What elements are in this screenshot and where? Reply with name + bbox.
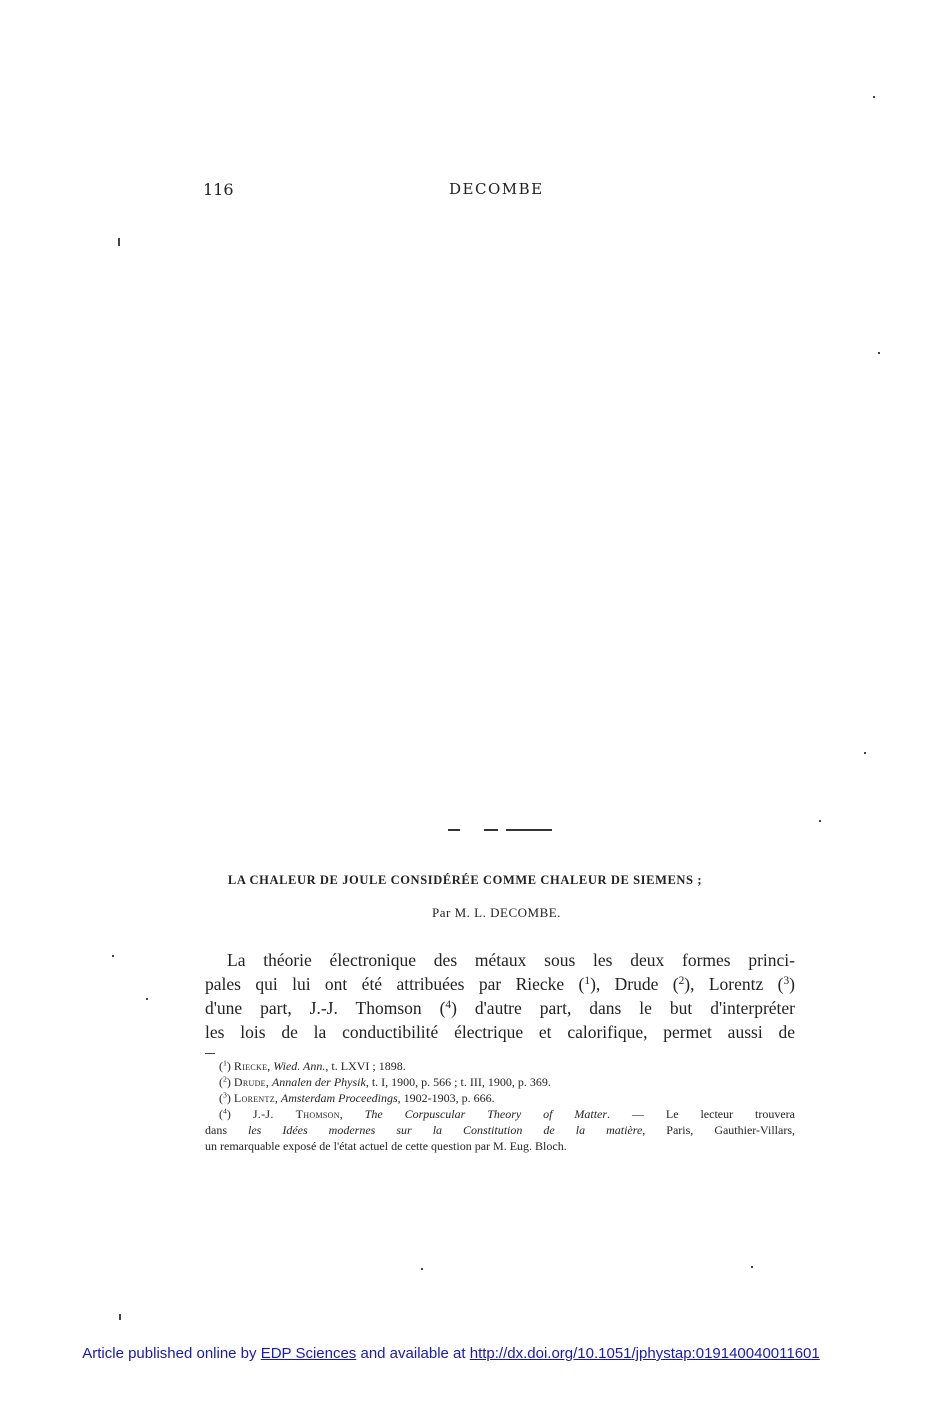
body-line bbox=[205, 996, 795, 1020]
footnote-number: 3 bbox=[223, 1090, 227, 1100]
separator-segment bbox=[484, 829, 498, 831]
footnote-number: 2 bbox=[223, 1074, 227, 1084]
footnote-ref: 2 bbox=[678, 974, 685, 987]
footnote-continuation: un remarquable exposé de l'état actuel de cette question par M. Eug. Bloch. bbox=[205, 1139, 567, 1153]
footnote-text: , t. I, 1900, p. 566 ; t. III, 1900, p. 369. bbox=[365, 1075, 551, 1089]
scan-speck bbox=[873, 96, 875, 98]
footnote-journal: The Corpuscular Theory of Matter bbox=[364, 1107, 608, 1121]
body-text-run: ), Lorentz ( bbox=[684, 974, 784, 994]
byline: Par M. L. DECOMBE. bbox=[432, 905, 561, 920]
footnote-text: dans bbox=[205, 1123, 249, 1137]
banner-text: Article published online by bbox=[82, 1345, 261, 1362]
page-number: 116 bbox=[203, 180, 234, 199]
body-text-run: pales qui lui ont été attribuées par Riecke ( bbox=[205, 974, 585, 994]
footnote-ref: 3 bbox=[783, 974, 790, 987]
footnote: ($^1$) Riecke, Wied. Ann., t. LXVI ; 1898. bbox=[219, 1058, 406, 1073]
body-line: La théorie électronique des métaux sous les deux formes princi- bbox=[227, 950, 795, 970]
scan-speck bbox=[146, 998, 148, 1000]
body-line bbox=[205, 972, 795, 996]
footnotes bbox=[205, 1058, 795, 1154]
article-title: LA CHALEUR DE JOULE CONSIDÉRÉE COMME CHALEUR DE SIEMENS ; bbox=[227, 873, 703, 887]
footnote-number: 1 bbox=[223, 1058, 227, 1068]
body-text-run: ) bbox=[789, 974, 795, 994]
footnote-text: , bbox=[274, 1091, 281, 1105]
scan-speck bbox=[112, 955, 114, 957]
separator-segment bbox=[506, 829, 552, 831]
edp-sciences-link[interactable]: EDP Sciences bbox=[260, 1345, 357, 1362]
footnote-continuation bbox=[205, 1122, 795, 1138]
footnote-journal: Wied. Ann. bbox=[273, 1059, 326, 1073]
scan-speck bbox=[421, 1268, 423, 1270]
footnote: ($^4$) J.-J. Thomson, The Corpuscular Theory of Matter. — Le lecteur trouvera bbox=[219, 1106, 796, 1121]
footnote-number: 4 bbox=[223, 1106, 227, 1116]
separator-segment bbox=[448, 829, 460, 831]
footnotes-divider bbox=[205, 1052, 795, 1055]
body-line: les lois de la conductibilité électrique et calorifique, permet aussi de bbox=[205, 1022, 795, 1042]
scan-speck bbox=[119, 1314, 121, 1320]
doi-link[interactable]: http://dx.doi.org/10.1051/jphystap:019140040011601 bbox=[469, 1345, 820, 1362]
section-separator bbox=[448, 829, 552, 841]
body-paragraph bbox=[205, 948, 795, 1044]
footnote: ($^3$) Lorentz, Amsterdam Proceedings, 1902-1903, p. 666. bbox=[219, 1090, 495, 1105]
publisher-banner bbox=[0, 1345, 902, 1362]
footnote-author: Riecke bbox=[233, 1059, 268, 1073]
footnote-ref: 1 bbox=[584, 974, 591, 987]
footnote-text: . — Le lecteur trouvera bbox=[607, 1107, 796, 1121]
footnote-author: Drude bbox=[233, 1075, 266, 1089]
footnote-journal: les Idées modernes sur la Constitution de la matière bbox=[248, 1123, 643, 1137]
scan-speck bbox=[118, 238, 120, 246]
scan-speck bbox=[819, 820, 821, 822]
body-text-run: ) d'autre part, dans le but d'interpréter bbox=[451, 998, 795, 1018]
footnote-text: , Paris, Gauthier-Villars, bbox=[642, 1123, 795, 1137]
footnote-journal: Amsterdam Proceedings bbox=[280, 1091, 398, 1105]
banner-text: and available at bbox=[356, 1345, 470, 1362]
footnote-text: , bbox=[267, 1059, 274, 1073]
footnote-author: J.-J. Thomson bbox=[252, 1107, 340, 1121]
running-head: DECOMBE bbox=[449, 180, 544, 198]
footnote-ref: 4 bbox=[445, 998, 452, 1011]
scan-speck bbox=[864, 752, 866, 754]
footnote-text: , t. LXVI ; 1898. bbox=[325, 1059, 406, 1073]
footnote-text: , bbox=[265, 1075, 272, 1089]
footnote-text: , 1902-1903, p. 666. bbox=[397, 1091, 495, 1105]
footnote-journal: Annalen der Physik bbox=[271, 1075, 366, 1089]
body-text-run: d'une part, J.-J. Thomson ( bbox=[205, 998, 446, 1018]
body-text-run: ), Drude ( bbox=[590, 974, 679, 994]
footnote-author: Lorentz bbox=[233, 1091, 275, 1105]
scan-speck bbox=[751, 1266, 753, 1268]
footnote-text: , bbox=[339, 1107, 365, 1121]
scan-speck bbox=[878, 352, 880, 354]
footnote: ($^2$) Drude, Annalen der Physik, t. I, 1900, p. 566 ; t. III, 1900, p. 369. bbox=[219, 1074, 551, 1089]
